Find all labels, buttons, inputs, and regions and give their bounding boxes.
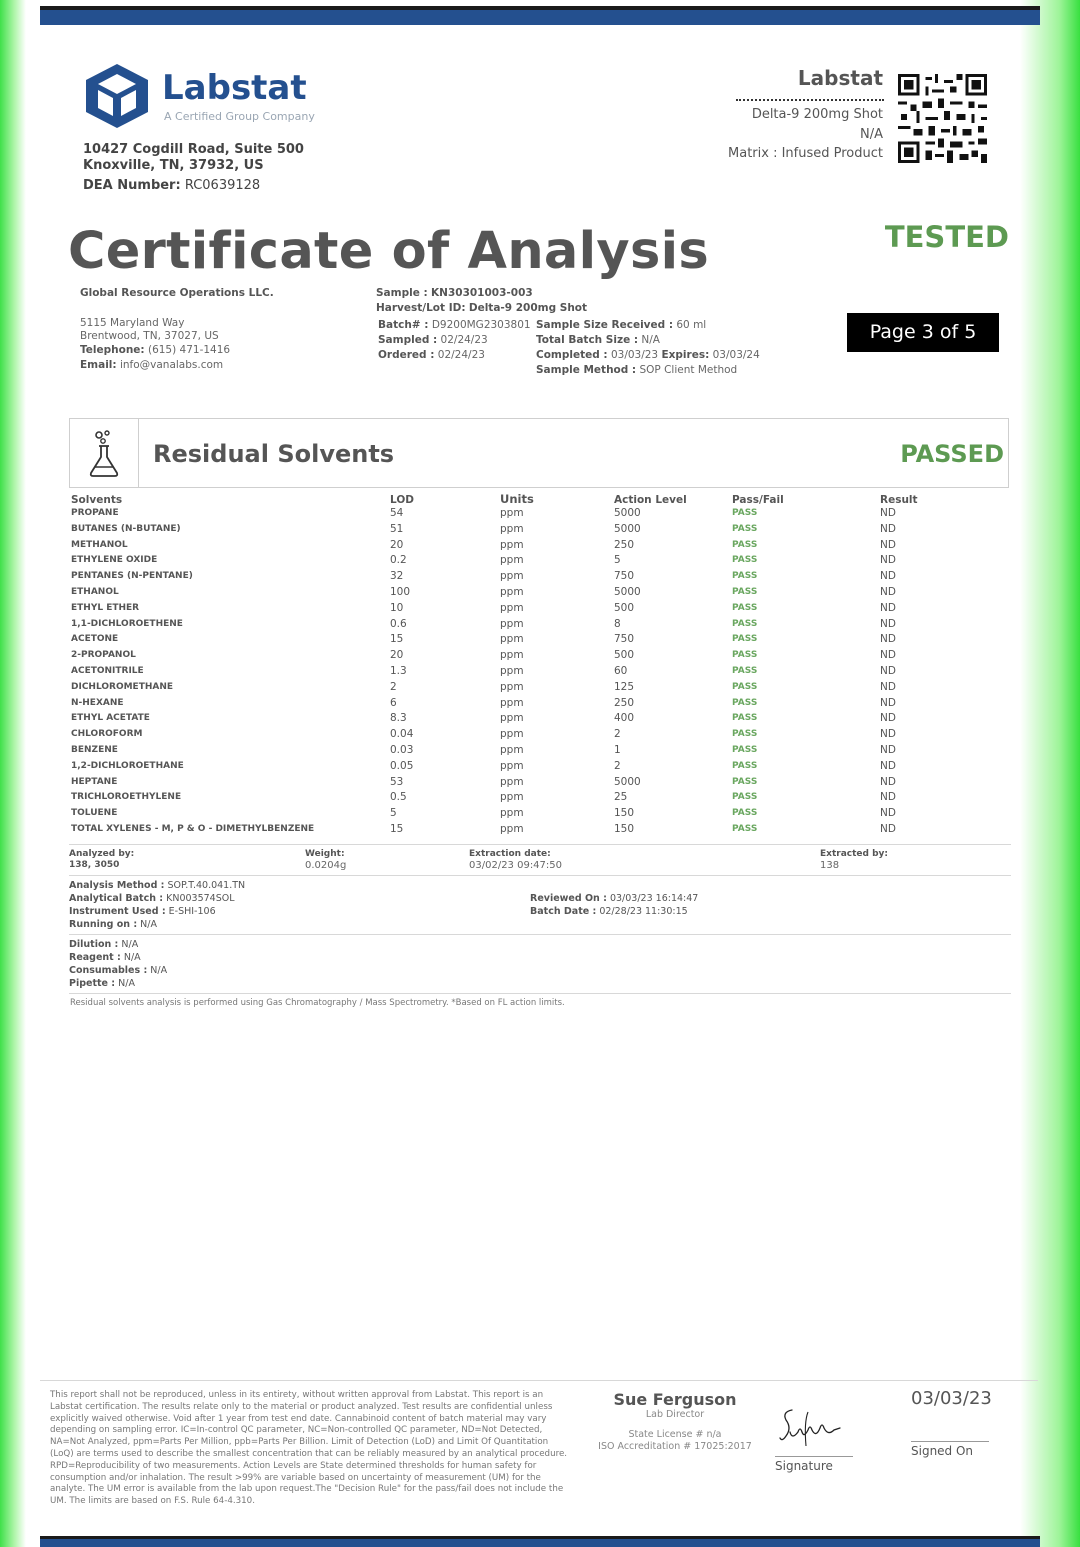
solvent-name: BENZENE [71, 744, 118, 755]
units-value: ppm [500, 617, 524, 630]
client-city: Brentwood, TN, 37027, US [80, 330, 219, 342]
lod-value: 10 [390, 601, 404, 614]
weight-label: Weight: [305, 849, 345, 859]
batch-date-value: 02/28/23 11:30:15 [599, 906, 688, 917]
dea-label: DEA Number: [83, 178, 181, 193]
lod-value: 0.5 [390, 791, 407, 804]
handwritten-signature [778, 1402, 842, 1450]
action-level-value: 5000 [614, 775, 641, 788]
dilution-label: Dilution : [69, 939, 119, 950]
telephone-value: (615) 471-1416 [147, 344, 231, 356]
solvent-name: HEPTANE [71, 776, 118, 787]
pass-fail-value: PASS [732, 650, 758, 661]
completed-label: Completed : [536, 349, 608, 361]
consumables [69, 965, 167, 976]
pipette-value: N/A [118, 978, 135, 989]
table-row [69, 553, 1009, 569]
lod-value: 0.03 [390, 743, 414, 756]
lod-value: 0.04 [390, 728, 414, 741]
table-row [69, 522, 1009, 538]
action-level-value: 750 [614, 570, 635, 583]
client-telephone [80, 344, 230, 356]
extracted-by-label: Extracted by: [820, 849, 888, 859]
table-row [69, 711, 1009, 727]
action-level-value: 400 [614, 712, 635, 725]
sample-method [536, 364, 737, 376]
solvent-name: 2-PROPANOL [71, 650, 136, 661]
ordered-value: 02/24/23 [437, 349, 485, 361]
signer-role: Lab Director [645, 1409, 705, 1420]
method-value: SOP Client Method [639, 364, 738, 376]
units-value: ppm [500, 807, 524, 820]
product-name: Delta-9 200mg Shot [751, 107, 883, 122]
units-value: ppm [500, 585, 524, 598]
action-level-value: 25 [614, 791, 628, 804]
action-level-value: 500 [614, 649, 635, 662]
signed-date: 03/03/23 [911, 1388, 992, 1409]
units-value: ppm [500, 538, 524, 551]
pass-fail-value: PASS [732, 523, 758, 534]
result-value: ND [880, 554, 896, 567]
reagent-label: Reagent : [69, 952, 121, 963]
signature-label: Signature [775, 1459, 833, 1473]
labstat-logo-icon [82, 64, 152, 128]
batch-number [378, 319, 531, 331]
analysis-method [69, 880, 245, 891]
lod-value: 5 [390, 807, 397, 820]
units-value: ppm [500, 507, 524, 519]
pass-fail-value: PASS [732, 760, 758, 771]
table-row [69, 585, 1009, 601]
client-email [80, 359, 223, 371]
qr-code-icon[interactable] [898, 74, 987, 163]
header-lod: LOD [390, 494, 414, 506]
result-value: ND [880, 649, 896, 662]
table-row [69, 696, 1009, 712]
header-solvents: Solvents [71, 494, 123, 506]
lod-value: 0.6 [390, 617, 407, 630]
solvent-name: N-HEXANE [71, 697, 124, 708]
telephone-label: Telephone: [80, 344, 145, 356]
logo-name: Labstat [162, 68, 307, 108]
instrument-label: Instrument Used : [69, 906, 166, 917]
dilution-value: N/A [121, 939, 139, 950]
solvent-name: ETHYL ACETATE [71, 713, 150, 724]
result-value: ND [880, 507, 896, 519]
dotted-divider [736, 99, 884, 101]
units-value: ppm [500, 633, 524, 646]
analytical-batch-label: Analytical Batch : [69, 893, 164, 904]
action-level-value: 250 [614, 696, 635, 709]
action-level-value: 5000 [614, 522, 641, 535]
top-bar [40, 6, 1040, 25]
pass-fail-value: PASS [732, 776, 758, 787]
action-level-value: 2 [614, 728, 621, 741]
result-value: ND [880, 617, 896, 630]
result-value: ND [880, 585, 896, 598]
solvent-name: CHLOROFORM [71, 729, 143, 740]
email-label: Email: [80, 359, 117, 371]
extracted-by-value: 138 [820, 860, 840, 871]
units-value: ppm [500, 601, 524, 614]
lod-value: 32 [390, 570, 404, 583]
expires-value: 03/03/24 [712, 349, 760, 361]
solvent-name: DICHLOROMETHANE [71, 681, 174, 692]
lod-value: 53 [390, 775, 404, 788]
state-license: State License # n/a [628, 1429, 722, 1440]
units-value: ppm [500, 522, 524, 535]
batch-label: Batch# : [378, 319, 429, 331]
pass-fail-value: PASS [732, 602, 758, 613]
lod-value: 100 [390, 585, 411, 598]
result-value: ND [880, 680, 896, 693]
solvent-name: PENTANES (N-PENTANE) [71, 571, 193, 582]
divider [69, 934, 1011, 935]
solvent-name: ETHANOL [71, 586, 119, 597]
result-value: ND [880, 728, 896, 741]
sample-value: KN30301003-003 [431, 287, 533, 299]
table-row [69, 822, 1009, 838]
pass-fail-value: PASS [732, 539, 758, 550]
result-value: ND [880, 570, 896, 583]
date-line [911, 1441, 989, 1442]
analytical-batch-value: KN003574SOL [166, 893, 235, 904]
action-level-value: 750 [614, 633, 635, 646]
result-value: ND [880, 696, 896, 709]
action-level-value: 5000 [614, 507, 641, 519]
sampled-date [378, 334, 488, 346]
analyzed-by-label: Analyzed by: [69, 849, 135, 859]
pass-fail-value: PASS [732, 555, 758, 566]
pass-fail-value: PASS [732, 508, 758, 518]
right-brand: Labstat [797, 66, 883, 90]
total-value: N/A [641, 334, 660, 346]
expires-label: Expires: [661, 349, 710, 361]
footer-divider [40, 1380, 1038, 1381]
total-batch-size [536, 334, 660, 346]
units-value: ppm [500, 759, 524, 772]
lod-value: 8.3 [390, 712, 407, 725]
solvent-name: ACETONITRILE [71, 665, 144, 676]
result-value: ND [880, 601, 896, 614]
dilution [69, 939, 138, 950]
action-level-value: 250 [614, 538, 635, 551]
email-value: info@vanalabs.com [119, 359, 224, 371]
pass-fail-value: PASS [732, 586, 758, 597]
reviewed-label: Reviewed On : [530, 893, 607, 904]
size-value: 60 ml [676, 319, 707, 331]
table-row [69, 790, 1009, 806]
header-units: Units [500, 492, 534, 506]
solvents-table [69, 488, 1009, 838]
pass-fail-value: PASS [732, 681, 758, 692]
passed-badge: PASSED [900, 440, 1004, 468]
units-value: ppm [500, 728, 524, 741]
header-action-level: Action Level [614, 494, 687, 506]
table-row [69, 569, 1009, 585]
na-value: N/A [860, 127, 883, 142]
solvent-name: ETHYL ETHER [71, 602, 140, 613]
divider [69, 844, 1011, 845]
consumables-label: Consumables : [69, 965, 148, 976]
units-value: ppm [500, 680, 524, 693]
action-level-value: 60 [614, 664, 628, 677]
batch-date-label: Batch Date : [530, 906, 597, 917]
divider [69, 993, 1011, 994]
batch-date [530, 906, 688, 917]
reagent [69, 952, 141, 963]
units-value: ppm [500, 649, 524, 662]
lod-value: 0.05 [390, 759, 414, 772]
action-level-value: 2 [614, 759, 621, 772]
reviewed-value: 03/03/23 16:14:47 [609, 893, 699, 904]
table-row [69, 538, 1009, 554]
sample-label: Sample : [376, 287, 428, 299]
solvent-name: METHANOL [71, 539, 128, 550]
lab-address-line2: Knoxville, TN, 37932, US [83, 158, 264, 173]
iso-accreditation: ISO Accreditation # 17025:2017 [598, 1441, 752, 1452]
pass-fail-value: PASS [732, 744, 758, 755]
signed-on-label: Signed On [911, 1444, 974, 1458]
analysis-note: Residual solvents analysis is performed using Gas Chromatography / Mass Spectrometry. *Based on FL action limits. [70, 998, 565, 1008]
sampled-label: Sampled : [378, 334, 438, 346]
lod-value: 0.2 [390, 554, 407, 567]
batch-value: D9200MG2303801 [431, 319, 531, 331]
action-level-value: 500 [614, 601, 635, 614]
lod-value: 20 [390, 538, 404, 551]
running-value: N/A [140, 919, 157, 930]
bottom-bar [40, 1536, 1040, 1547]
analytical-batch [69, 893, 235, 904]
section-divider [138, 419, 139, 487]
instrument-used [69, 906, 216, 917]
solvent-name: TOTAL XYLENES - M, P & O - DIMETHYLBENZENE [71, 823, 315, 834]
pass-fail-value: PASS [732, 729, 758, 740]
action-level-value: 150 [614, 822, 635, 835]
action-level-value: 5000 [614, 585, 641, 598]
table-row [69, 759, 1009, 775]
result-value: ND [880, 538, 896, 551]
client-street: 5115 Maryland Way [80, 317, 185, 329]
lod-value: 15 [390, 822, 404, 835]
signer-name: Sue Ferguson [613, 1390, 737, 1409]
units-value: ppm [500, 554, 524, 567]
solvent-name: ETHYLENE OXIDE [71, 555, 158, 566]
sample-id [376, 287, 533, 299]
lab-address-line1: 10427 Cogdill Road, Suite 500 [83, 142, 304, 157]
solvent-name: ACETONE [71, 634, 119, 645]
solvent-name: TOLUENE [71, 808, 118, 819]
solvent-name: TRICHLOROETHYLENE [71, 792, 182, 803]
analyzed-by-value: 138, 3050 [69, 860, 120, 870]
completed-value: 03/03/23 [610, 349, 659, 361]
pass-fail-value: PASS [732, 697, 758, 708]
table-row [69, 680, 1009, 696]
solvent-name: 1,2-DICHLOROETHANE [71, 760, 184, 771]
table-row [69, 601, 1009, 617]
logo-tagline: A Certified Group Company [164, 110, 315, 123]
table-row [69, 632, 1009, 648]
footer-disclaimer: This report shall not be reproduced, unless in its entirety, without written approval from Labstat. This report is an Labstat certification. The results relate only to the material or product analyzed. Test results are confidential unless explicitly waived otherwise. Void after 1 year from test end date. Cannabinoid content of batch material may vary depending on sampling error. IC=In-control QC parameter, NC=Non-controlled QC parameter, ND=Not Detected, NA=Not Analyzed, ppm=Parts Per Million, ppb=Parts Per Billion. Limit of Detection (LoD) and Limit Of Quantitation (LoQ) are terms used to describe the smallest concentration that can be reliably measured by an analytical procedure. RPD=Reproducibility of two measurements. Action Levels are State determined thresholds for human safety for consumption and/or inhalation. The result >99% are variable based on uncertainty of measurement (UM) for the analyte. The UM error is available from the lab upon request.The "Decision Rule" for the pass/fail does not include the UM. The limits are based on F.S. Rule 64-4.310. [50, 1390, 568, 1507]
left-green-border [0, 0, 26, 1547]
harvest-label: Harvest/Lot ID: [376, 302, 466, 314]
pass-fail-value: PASS [732, 808, 758, 819]
result-value: ND [880, 807, 896, 820]
client-name: Global Resource Operations LLC. [80, 287, 274, 299]
action-level-value: 125 [614, 680, 635, 693]
action-level-value: 1 [614, 743, 621, 756]
units-value: ppm [500, 791, 524, 804]
table-row [69, 775, 1009, 791]
consumables-value: N/A [150, 965, 168, 976]
method-label: Sample Method : [536, 364, 637, 376]
harvest-value: Delta-9 200mg Shot [468, 302, 588, 314]
reagent-value: N/A [123, 952, 141, 963]
result-value: ND [880, 633, 896, 646]
units-value: ppm [500, 775, 524, 788]
table-row [69, 617, 1009, 633]
units-value: ppm [500, 743, 524, 756]
action-level-value: 8 [614, 617, 621, 630]
lod-value: 15 [390, 633, 404, 646]
table-row [69, 506, 1009, 522]
residual-solvents-header [69, 418, 1009, 488]
pass-fail-value: PASS [732, 823, 758, 834]
result-value: ND [880, 664, 896, 677]
header-pass-fail: Pass/Fail [732, 494, 784, 506]
result-value: ND [880, 775, 896, 788]
result-value: ND [880, 712, 896, 725]
extraction-date-label: Extraction date: [469, 849, 551, 859]
pass-fail-value: PASS [732, 713, 758, 724]
right-green-border [1020, 0, 1080, 1547]
analysis-method-value: SOP.T.40.041.TN [167, 880, 246, 891]
extraction-date-value: 03/02/23 09:47:50 [469, 860, 563, 871]
lod-value: 6 [390, 696, 397, 709]
table-row [69, 648, 1009, 664]
pipette [69, 978, 135, 989]
pipette-label: Pipette : [69, 978, 116, 989]
table-row [69, 806, 1009, 822]
solvent-name: PROPANE [71, 508, 119, 518]
result-value: ND [880, 743, 896, 756]
table-header-row [69, 488, 1009, 506]
harvest-lot [376, 302, 587, 314]
page-title: Certificate of Analysis [68, 222, 710, 281]
divider [69, 875, 1011, 876]
ordered-label: Ordered : [378, 349, 435, 361]
result-value: ND [880, 822, 896, 835]
size-label: Sample Size Received : [536, 319, 674, 331]
pass-fail-value: PASS [732, 792, 758, 803]
total-label: Total Batch Size : [536, 334, 639, 346]
units-value: ppm [500, 664, 524, 677]
table-row [69, 743, 1009, 759]
sample-size [536, 319, 706, 331]
running-on [69, 919, 157, 930]
running-label: Running on : [69, 919, 138, 930]
dea-number [83, 178, 260, 193]
header-result: Result [880, 494, 918, 506]
analysis-method-label: Analysis Method : [69, 880, 165, 891]
lod-value: 51 [390, 522, 404, 535]
page-indicator: Page 3 of 5 [847, 313, 999, 352]
table-row [69, 664, 1009, 680]
action-level-value: 150 [614, 807, 635, 820]
lod-value: 1.3 [390, 664, 407, 677]
tested-badge: TESTED [884, 220, 1009, 254]
units-value: ppm [500, 696, 524, 709]
units-value: ppm [500, 570, 524, 583]
solvent-name: BUTANES (N-BUTANE) [71, 523, 181, 534]
instrument-value: E-SHI-106 [168, 906, 216, 917]
signature-line [775, 1456, 853, 1457]
dea-value: RC0639128 [184, 178, 261, 193]
section-title: Residual Solvents [153, 440, 395, 468]
matrix-value: Matrix : Infused Product [728, 146, 883, 161]
pass-fail-value: PASS [732, 571, 758, 582]
reviewed-on [530, 893, 698, 904]
ordered-date [378, 349, 485, 361]
lod-value: 20 [390, 649, 404, 662]
units-value: ppm [500, 712, 524, 725]
action-level-value: 5 [614, 554, 621, 567]
lod-value: 2 [390, 680, 397, 693]
result-value: ND [880, 522, 896, 535]
solvent-name: 1,1-DICHLOROETHENE [71, 618, 183, 629]
pass-fail-value: PASS [732, 634, 758, 645]
weight-value: 0.0204g [305, 860, 347, 871]
result-value: ND [880, 759, 896, 772]
pass-fail-value: PASS [732, 665, 758, 676]
pass-fail-value: PASS [732, 618, 758, 629]
result-value: ND [880, 791, 896, 804]
flask-icon [86, 429, 124, 479]
table-row [69, 727, 1009, 743]
units-value: ppm [500, 822, 524, 835]
sampled-value: 02/24/23 [440, 334, 488, 346]
completed-expires [536, 349, 760, 361]
lod-value: 54 [390, 507, 404, 519]
